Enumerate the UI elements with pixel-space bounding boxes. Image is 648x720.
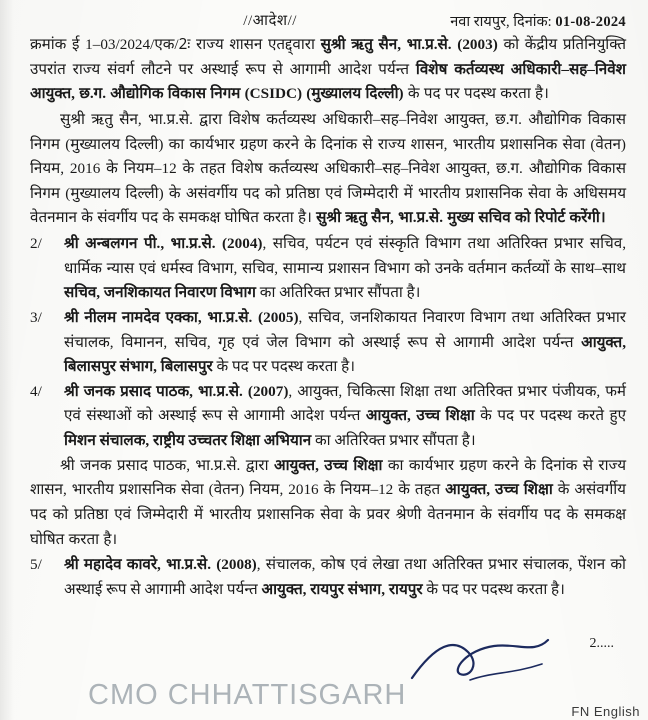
item-text-2: श्री अन्बलगन पी., भा.प्र.से. (2004), सचिव, पर्यटन एवं संस्कृति विभाग तथा अतिरिक्त प्रभार सचिव, धार्मिक न्यास एवं धर्मस्व विभाग, सचिव, सामान्य प्रशासन विभाग को उनके वर्तमान कर्तव्यों के साथ–साथ सचिव, जनशिकायत निवारण विभाग का अतिरिक्त प्रभार सौंपता है। [64, 235, 626, 302]
order-title: //आदेश// [243, 13, 297, 29]
date-value: 01-08-2024 [555, 14, 626, 30]
numbered-item-2 [30, 232, 626, 306]
numbered-item-3 [30, 306, 626, 380]
item-text-5: श्री महादेव कावरे, भा.प्र.से. (2008), संचालक, कोष एवं लेखा तथा अतिरिक्त प्रभार संचालक, पेंशन को अस्थाई रूप से आगामी आदेश पर्यन्त आयुक्त, रायपुर संभाग, रायपुर के पद पर पदस्थ करता है। [64, 556, 626, 598]
item-text-4: श्री जनक प्रसाद पाठक, भा.प्र.से. (2007), आयुक्त, चिकित्सा शिक्षा तथा अतिरिक्त प्रभार पंजीयक, फर्म एवं संस्थाओं को अस्थाई रूप से आगामी आदेश पर्यन्त आयुक्त, उच्च शिक्षा के पद पर पदस्थ करते हुए मिशन संचालक, राष्ट्रीय उच्चतर शिक्षा अभियान का अतिरिक्त प्रभार सौंपता है। [64, 382, 626, 449]
item-number-3: 3/ [30, 308, 42, 326]
item-number-4: 4/ [30, 382, 42, 400]
signature-icon [408, 634, 558, 686]
item-number-2: 2/ [30, 235, 42, 252]
place-and-date [450, 10, 626, 31]
item-text-3: श्री नीलम नामदेव एक्का, भा.प्र.से. (2005), सचिव, जनशिकायत निवारण विभाग तथा अतिरिक्त प्रभार संचालक, विमानन, सचिव, गृह एवं जेल विभाग को अस्थाई रूप से आगामी आदेश पर्यन्त आयुक्त, बिलासपुर संभाग, बिलासपुर के पद पर पदस्थ करता है। [64, 308, 626, 376]
date-label: दिनांक: [513, 14, 552, 30]
signature-area [390, 628, 630, 714]
numbered-item-5 [30, 553, 626, 602]
item-number-5: 5/ [30, 556, 42, 574]
continuation-mark: 2..... [589, 636, 614, 651]
numbered-item-4 [30, 380, 626, 454]
order-number-paragraph: क्रमांक ई 1–03/2024/एक/2ः राज्य शासन एतद्द्वारा सुश्री ऋतु सैन, भा.प्र.से. (2003) को केंद्रीय प्रतिनियुक्ति उपरांत राज्य संवर्ग लौटने पर अस्थाई रूप से आगामी आदेश पर्यन्त विशेष कर्तव्यस्थ अधिकारी–सह–निवेश आयुक्त, छ.ग. औद्योगिक विकास निगम (CSIDC) (मुख्यालय दिल्ली) के पद पर पदस्थ करता है। [30, 36, 627, 103]
document-header [30, 10, 626, 31]
ritu-sain-paragraph: सुश्री ऋतु सैन, भा.प्र.से. द्वारा विशेष कर्तव्यस्थ अधिकारी–सह–निवेश आयुक्त, छ.ग. औद्योगिक विकास निगम (मुख्यालय दिल्ली) का कार्यभार ग्रहण करने के दिनांक से राज्य शासन, भारतीय प्रशासनिक सेवा (वेतन) नियम, 2016 के नियम–12 के तहत विशेष कर्तव्यस्थ अधिकारी–सह–निवेश आयुक्त, छ.ग. औद्योगिक विकास निगम (मुख्यालय दिल्ली) के असंवर्गीय पद को प्रतिष्ठा एवं जिम्मेदारी में भारतीय प्रशासनिक सेवा के अधिसमय वेतनमान के संवर्गीय पद के समकक्ष घोषित करता है। सुश्री ऋतु सैन, भा.प्र.से. मुख्य सचिव को रिपोर्ट करेंगी। [30, 110, 626, 227]
watermark: CMO CHHATTISGARH [88, 679, 407, 711]
place-label: नवा रायपुर, [450, 14, 510, 30]
source-label: FN English [571, 704, 640, 719]
pathak-declaration-paragraph: श्री जनक प्रसाद पाठक, भा.प्र.से. द्वारा आयुक्त, उच्च शिक्षा का कार्यभार ग्रहण करने के दिनांक से राज्य शासन, भारतीय प्रशासनिक सेवा (वेतन) नियम, 2016 के नियम–12 के तहत आयुक्त, उच्च शिक्षा के असंवर्गीय पद को प्रतिष्ठा एवं जिम्मेदारी में भारतीय प्रशासनिक सेवा के प्रवर श्रेणी वेतनमान के संवर्गीय पद के समकक्ष घोषित करता है। [30, 456, 627, 548]
